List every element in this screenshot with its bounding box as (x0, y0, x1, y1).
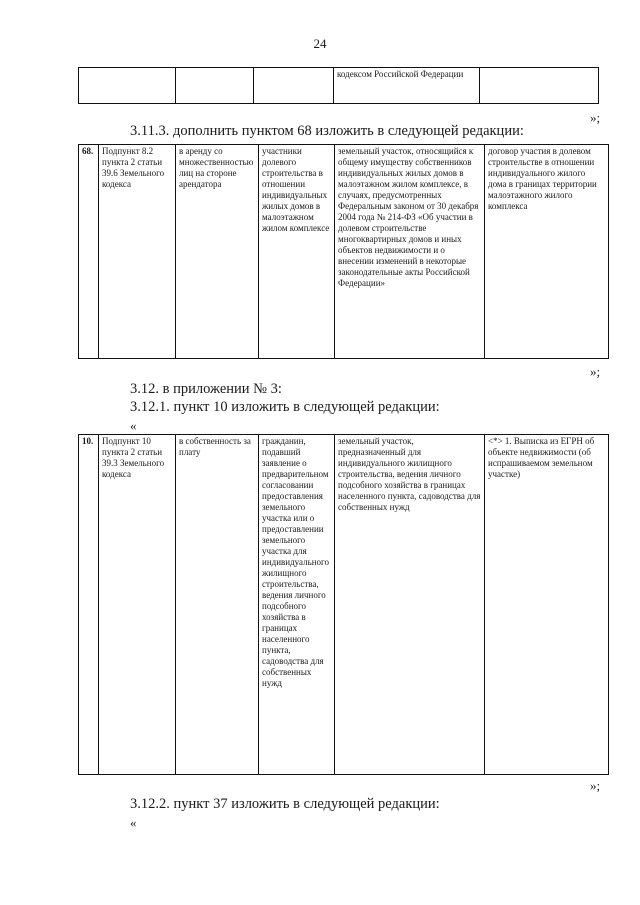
table-cell: кодексом Российской Федерации (334, 68, 480, 104)
heading-3-12: 3.12. в приложении № 3: (130, 381, 282, 397)
heading-3-12-1: 3.12.1. пункт 10 изложить в следующей редакции: (130, 399, 440, 415)
table-cell (176, 68, 254, 104)
table-cell: <*> 1. Выписка из ЕГРН об объекте недвижимости (об испрашиваемом земельном участке) (485, 435, 609, 775)
page-number: 24 (313, 36, 327, 51)
table-cell: в собственность за плату (176, 435, 259, 775)
closing-quote: »; (590, 110, 601, 125)
table-continuation (78, 67, 599, 104)
table-cell (480, 68, 599, 104)
heading-3-12-2: 3.12.2. пункт 37 изложить в следующей редакции: (130, 796, 440, 812)
table-cell: земельный участок, относящийся к общему имуществу собственников индивидуальных жилых домов в малоэтажном жилом комплексе, в случаях, предусмотренных Федеральным законом от 30 декабря 2004 года № 214-ФЗ «Об участии в долевом строительстве многоквартирных домов и иных объектов недвижимости и о внесении изменений в некоторые законодательные акты Российской Федерации» (335, 145, 485, 359)
heading-3-11-3: 3.11.3. дополнить пунктом 68 изложить в следующей редакции: (130, 123, 524, 139)
table-cell (79, 68, 176, 104)
row-number: 68. (79, 145, 99, 359)
table-item-10 (78, 434, 609, 775)
table-item-68 (78, 144, 609, 359)
table-cell: в аренду со множественностью лиц на стороне арендатора (176, 145, 259, 359)
table-cell: Подпункт 8.2 пункта 2 статьи 39.6 Земельного кодекса (99, 145, 176, 359)
table-cell: Подпункт 10 пункта 2 статьи 39.3 Земельного кодекса (99, 435, 176, 775)
closing-quote: »; (590, 778, 601, 793)
opening-quote: « (130, 418, 137, 433)
table-cell: гражданин, подавший заявление о предварительном согласовании предоставления земельного участка или о предоставлении земельного участка для индивидуального жилищного строительства, ведения личного подсобного хозяйства в границах населенного пункта, садоводства для собственных нужд (259, 435, 335, 775)
closing-quote: »; (590, 364, 601, 379)
table-row (79, 145, 609, 359)
table-row (79, 68, 599, 104)
row-number: 10. (79, 435, 99, 775)
table-cell: земельный участок, предназначенный для индивидуального жилищного строительства, ведения личного подсобного хозяйства в границах населенного пункта, садоводства для собственных нужд (335, 435, 485, 775)
table-cell: договор участия в долевом строительстве в отношении индивидуального жилого дома в границах территории малоэтажного жилого комплекса (485, 145, 609, 359)
table-cell: участники долевого строительства в отношении индивидуальных жилых домов в малоэтажном жилом комплексе (259, 145, 335, 359)
table-cell (254, 68, 334, 104)
table-row (79, 435, 609, 775)
opening-quote: « (130, 815, 137, 830)
